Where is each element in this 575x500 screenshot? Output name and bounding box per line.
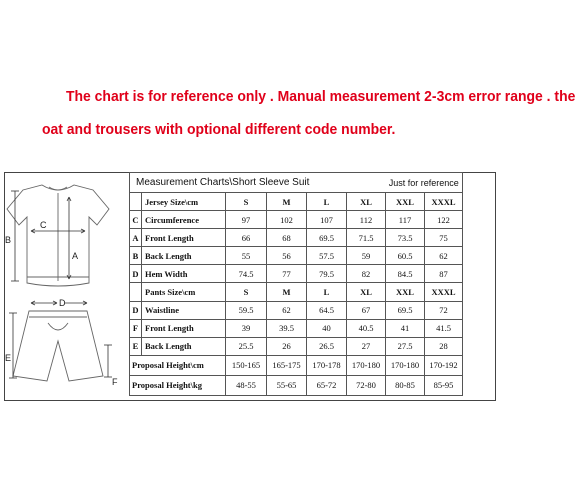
proposal-row [130, 375, 463, 395]
shorts-measure-lines [9, 301, 112, 378]
proposal-label: Proposal Height\cm [130, 355, 226, 375]
value-cell: 117 [386, 211, 425, 229]
value-cell: 170-180 [386, 355, 425, 375]
value-cell: 74.5 [226, 265, 267, 283]
table-row [130, 319, 463, 337]
value-cell: 66 [226, 229, 267, 247]
value-cell: 40.5 [347, 319, 386, 337]
shorts-label-e: E [5, 353, 12, 363]
value-cell: 170-178 [307, 355, 347, 375]
value-cell: 55 [226, 247, 267, 265]
value-cell: 72-80 [347, 375, 386, 395]
size-chart-table [129, 172, 463, 396]
value-cell: 170-192 [425, 355, 463, 375]
measure-letter: B [130, 247, 142, 265]
value-cell: 39 [226, 319, 267, 337]
table-row [130, 301, 463, 319]
measure-label: Back Length [142, 337, 226, 355]
value-cell: 79.5 [307, 265, 347, 283]
value-cell: 56 [267, 247, 307, 265]
value-cell: 62 [267, 301, 307, 319]
measure-label: Hem Width [142, 265, 226, 283]
size-cell: S [226, 193, 267, 211]
jersey-measure-lines [11, 191, 85, 281]
measure-letter: E [130, 337, 142, 355]
proposal-row [130, 355, 463, 375]
table-row [130, 337, 463, 355]
size-cell: M [267, 193, 307, 211]
value-cell: 62 [425, 247, 463, 265]
value-cell: 40 [307, 319, 347, 337]
value-cell: 97 [226, 211, 267, 229]
value-cell: 41 [386, 319, 425, 337]
value-cell: 26 [267, 337, 307, 355]
table-row [130, 247, 463, 265]
size-cell: XXL [386, 283, 425, 301]
value-cell: 68 [267, 229, 307, 247]
value-cell: 69.5 [307, 229, 347, 247]
value-cell: 87 [425, 265, 463, 283]
table-title-row [130, 173, 463, 193]
value-cell: 82 [347, 265, 386, 283]
value-cell: 71.5 [347, 229, 386, 247]
table-row [130, 229, 463, 247]
value-cell: 85-95 [425, 375, 463, 395]
pants-size-header: Pants Size\cm [142, 283, 226, 301]
value-cell: 165-175 [267, 355, 307, 375]
value-cell: 72 [425, 301, 463, 319]
value-cell: 170-180 [347, 355, 386, 375]
value-cell: 39.5 [267, 319, 307, 337]
value-cell: 60.5 [386, 247, 425, 265]
value-cell: 41.5 [425, 319, 463, 337]
reference-note: Just for reference [386, 173, 463, 193]
table-row [130, 265, 463, 283]
shorts-label-d: D [59, 298, 66, 308]
value-cell: 26.5 [307, 337, 347, 355]
size-cell: XXXL [425, 193, 463, 211]
notice-line-2: oat and trousers with optional different code number. [42, 121, 396, 138]
measure-label: Front Length [142, 229, 226, 247]
measure-label: Waistline [142, 301, 226, 319]
jersey-icon [7, 185, 109, 286]
value-cell: 55-65 [267, 375, 307, 395]
value-cell: 77 [267, 265, 307, 283]
pants-size-spacer [130, 283, 142, 301]
value-cell: 102 [267, 211, 307, 229]
measure-label: Back Length [142, 247, 226, 265]
value-cell: 75 [425, 229, 463, 247]
value-cell: 48-55 [226, 375, 267, 395]
size-cell: L [307, 283, 347, 301]
value-cell: 69.5 [386, 301, 425, 319]
value-cell: 67 [347, 301, 386, 319]
jersey-size-header: Jersey Size\cm [142, 193, 226, 211]
measure-letter: D [130, 301, 142, 319]
value-cell: 59 [347, 247, 386, 265]
size-cell: XXXL [425, 283, 463, 301]
value-cell: 107 [307, 211, 347, 229]
size-cell: XXL [386, 193, 425, 211]
size-cell: M [267, 283, 307, 301]
notice-line-1: The chart is for reference only . Manual measurement 2-3cm error range . the [66, 88, 575, 105]
value-cell: 59.5 [226, 301, 267, 319]
size-cell: XL [347, 193, 386, 211]
value-cell: 73.5 [386, 229, 425, 247]
value-cell: 57.5 [307, 247, 347, 265]
value-cell: 84.5 [386, 265, 425, 283]
measure-letter: C [130, 211, 142, 229]
value-cell: 122 [425, 211, 463, 229]
value-cell: 28 [425, 337, 463, 355]
size-cell: XL [347, 283, 386, 301]
shorts-icon [13, 311, 103, 381]
value-cell: 25.5 [226, 337, 267, 355]
value-cell: 27.5 [386, 337, 425, 355]
jersey-size-row [130, 193, 463, 211]
value-cell: 112 [347, 211, 386, 229]
value-cell: 80-85 [386, 375, 425, 395]
jersey-label-c: C [40, 220, 47, 230]
value-cell: 64.5 [307, 301, 347, 319]
measure-letter: A [130, 229, 142, 247]
jersey-label-a: A [72, 251, 79, 261]
size-cell: L [307, 193, 347, 211]
measure-label: Circumference [142, 211, 226, 229]
table-title: Measurement Charts\Short Sleeve Suit [130, 173, 386, 193]
value-cell: 65-72 [307, 375, 347, 395]
table-row [130, 211, 463, 229]
jersey-label-b: B [5, 235, 12, 245]
measure-letter: F [130, 319, 142, 337]
proposal-label: Proposal Height\kg [130, 375, 226, 395]
value-cell: 150-165 [226, 355, 267, 375]
measure-letter: D [130, 265, 142, 283]
jersey-size-spacer [130, 193, 142, 211]
value-cell: 27 [347, 337, 386, 355]
size-cell: S [226, 283, 267, 301]
shorts-label-f: F [112, 377, 118, 387]
measure-label: Front Length [142, 319, 226, 337]
garment-figure [5, 173, 129, 398]
pants-size-row [130, 283, 463, 301]
